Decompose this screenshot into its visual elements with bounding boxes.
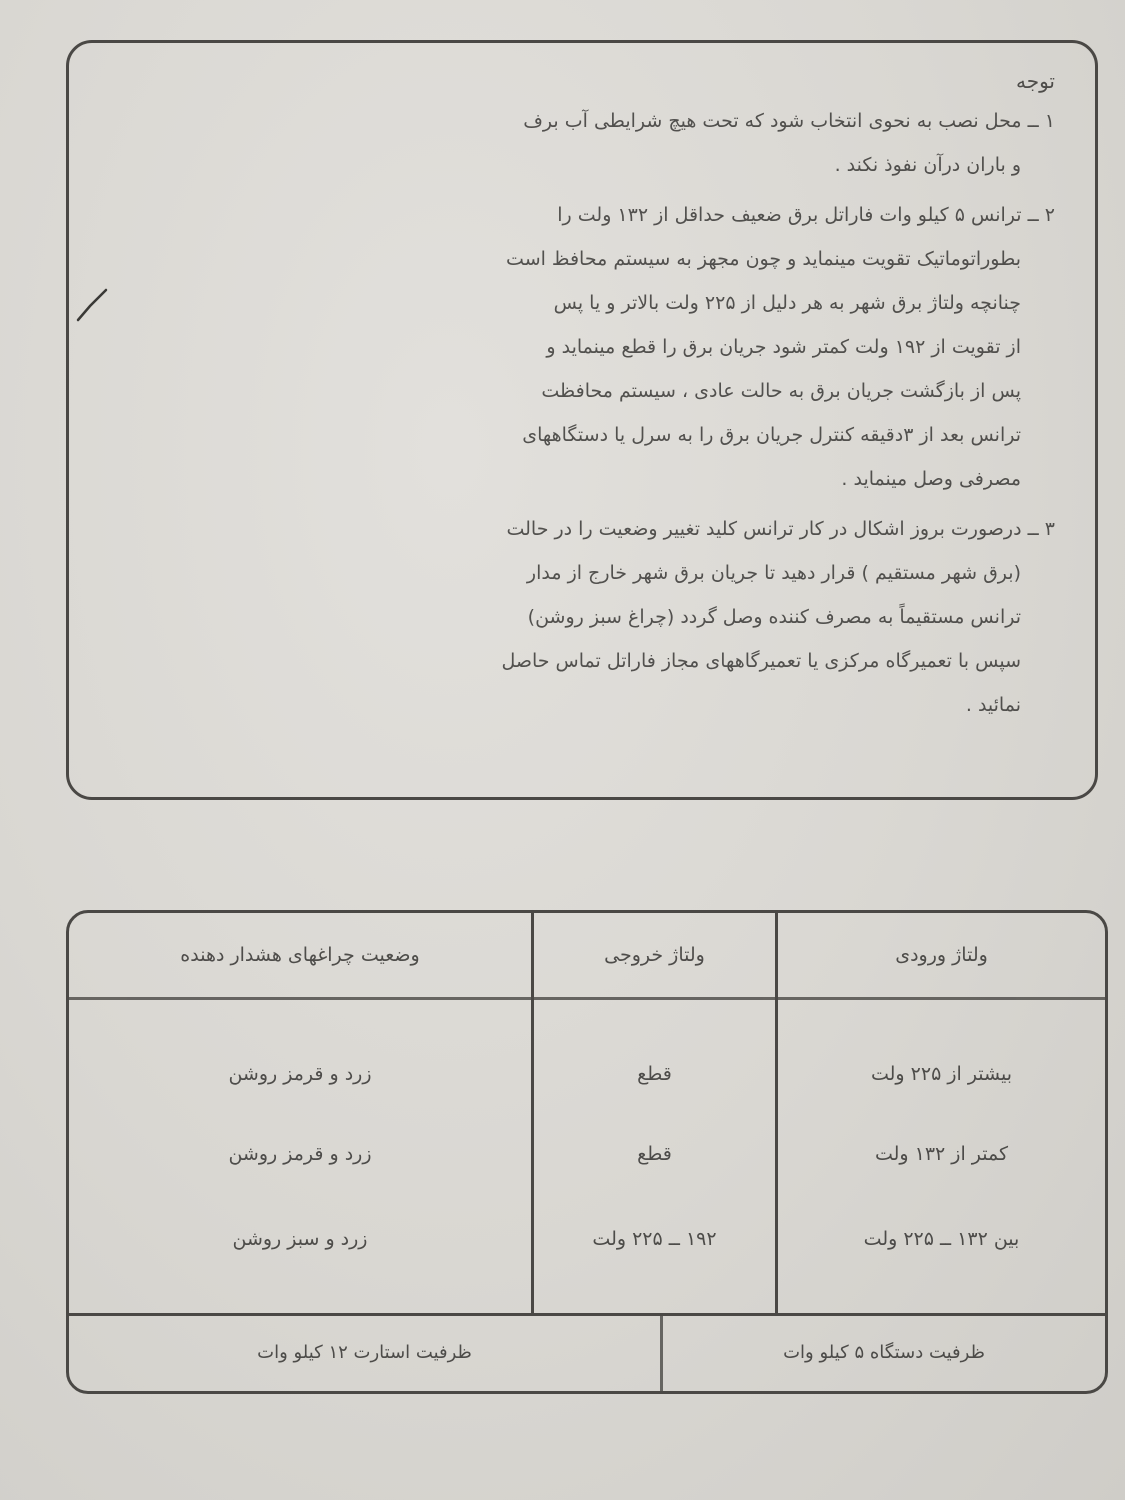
- column-warning-lamps: [69, 913, 531, 1313]
- note-line: ۱ ــ محل نصب به نحوی انتخاب شود که تحت هیچ شرایطی آب برف: [523, 110, 1055, 132]
- note-line: (برق شهر مستقیم ) قرار دهید تا جریان برق شهر خارج از مدار: [526, 562, 1021, 584]
- note-item-2: [109, 193, 1055, 501]
- note-line: پس از بازگشت جریان برق به حالت عادی ، سیستم محافظت: [541, 380, 1021, 402]
- note-line: سپس با تعمیرگاه مرکزی یا تعمیرگاههای مجاز فاراتل تماس حاصل: [501, 650, 1021, 672]
- table-footer: [69, 1313, 1105, 1394]
- cell-lamps: زرد و قرمز روشن: [228, 1063, 372, 1085]
- note-item-3: [109, 507, 1055, 727]
- note-item-1: [109, 99, 1055, 187]
- cell-output: قطع: [637, 1143, 672, 1165]
- voltage-table: [66, 910, 1108, 1394]
- note-line: ۳ ــ درصورت بروز اشکال در کار ترانس کلید تغییر وضعیت را در حالت: [506, 518, 1055, 540]
- cell-output: ۱۹۲ ــ ۲۲۵ ولت: [592, 1228, 717, 1250]
- cell-input: کمتر از ۱۳۲ ولت: [874, 1143, 1009, 1165]
- note-line: نمائید .: [965, 694, 1021, 716]
- pen-mark-icon: [72, 268, 112, 328]
- note-line: ۲ ــ ترانس ۵ کیلو وات فاراتل برق ضعیف حداقل از ۱۳۲ ولت را: [557, 204, 1055, 226]
- table-body: [69, 913, 1105, 1313]
- column-input-voltage: [775, 913, 1105, 1313]
- note-line: چنانچه ولتاژ برق شهر به هر دلیل از ۲۲۵ ولت بالاتر و یا پس: [553, 292, 1021, 314]
- start-capacity: ظرفیت استارت ۱۲ کیلو وات: [257, 1342, 472, 1363]
- note-line: ترانس بعد از ۳دقیقه کنترل جریان برق را به سرل یا دستگاههای: [522, 424, 1021, 446]
- note-line: از تقویت از ۱۹۲ ولت کمتر شود جریان برق را قطع مینماید و: [546, 336, 1021, 358]
- note-line: بطوراتوماتیک تقویت مینماید و چون مجهز به سیستم محافظ است: [506, 248, 1021, 270]
- header-input-voltage: ولتاژ ورودی: [778, 913, 1105, 1000]
- device-capacity: ظرفیت دستگاه ۵ کیلو وات: [660, 1316, 1105, 1394]
- cell-lamps: زرد و قرمز روشن: [228, 1143, 372, 1165]
- note-line: ترانس مستقیماً به مصرف کننده وصل گردد (چراغ سبز روشن): [527, 606, 1021, 628]
- notes-box: [66, 40, 1098, 800]
- cell-lamps: زرد و سبز روشن: [232, 1228, 368, 1250]
- header-warning-lamps: وضعیت چراغهای هشدار دهنده: [69, 913, 531, 1000]
- cell-output: قطع: [637, 1063, 672, 1085]
- note-line: و باران درآن نفوذ نکند .: [834, 154, 1021, 176]
- note-line: مصرفی وصل مینماید .: [841, 468, 1021, 490]
- cell-input: بیشتر از ۲۲۵ ولت: [870, 1063, 1013, 1085]
- column-output-voltage: [531, 913, 775, 1313]
- notes-title: توجه: [1016, 69, 1055, 93]
- header-output-voltage: ولتاژ خروجی: [534, 913, 775, 1000]
- cell-input: بین ۱۳۲ ــ ۲۲۵ ولت: [863, 1228, 1020, 1250]
